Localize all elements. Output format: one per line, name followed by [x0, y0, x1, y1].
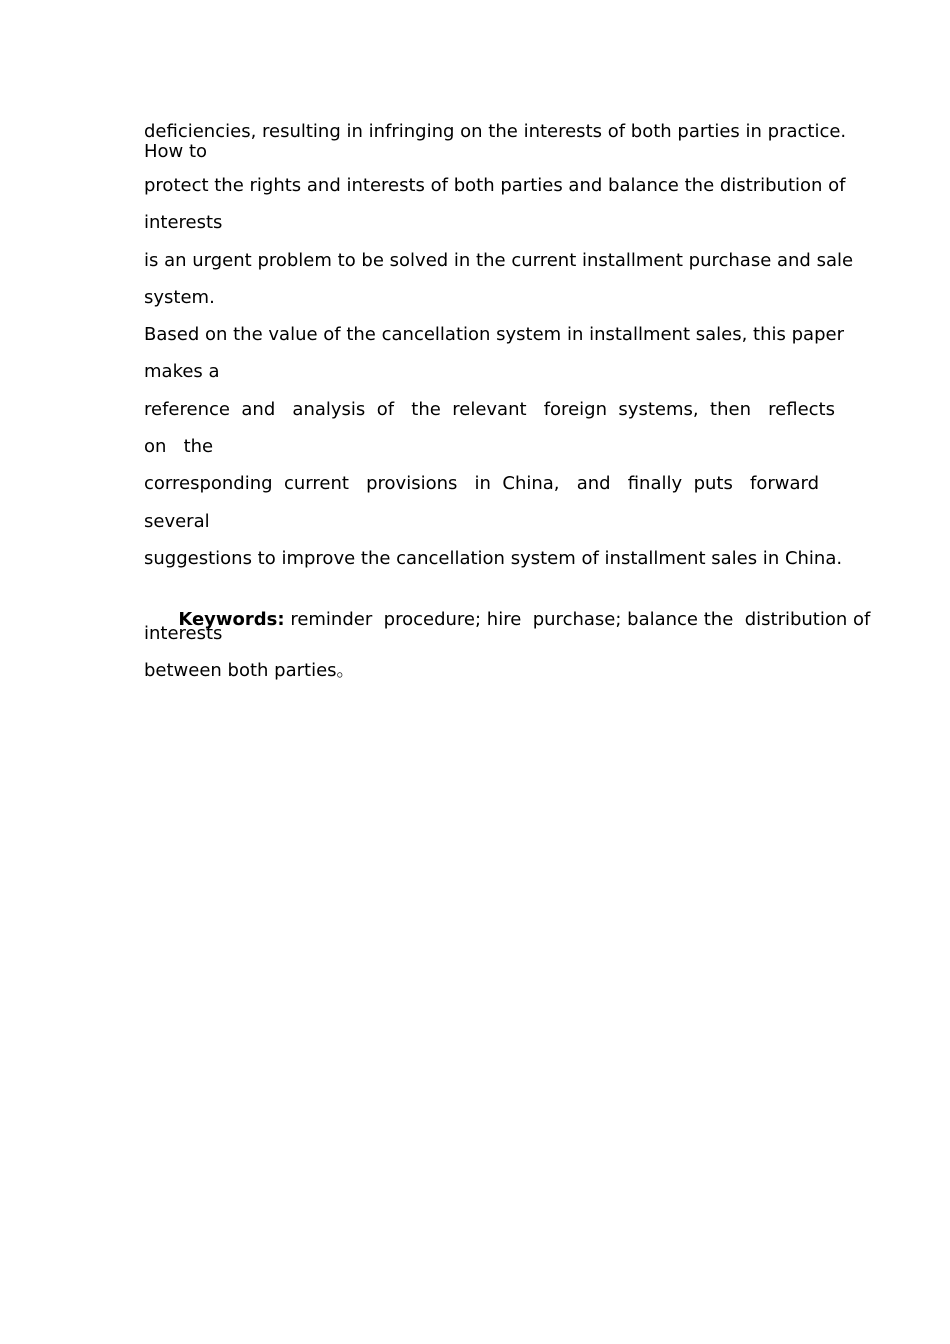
keywords-line — [144, 584, 871, 630]
keywords-cont-line-1: interests — [144, 623, 223, 644]
abstract-line-13: suggestions to improve the cancellation system of installment sales in China. — [144, 548, 843, 569]
abstract-line-5: is an urgent problem to be solved in the current installment purchase and sale — [144, 250, 854, 271]
abstract-line-11: corresponding current provisions in China, and finally puts forward — [144, 473, 820, 494]
keywords-label: Keywords: — [178, 609, 285, 630]
keywords-cont-line-2: between both parties。 — [144, 660, 355, 681]
keywords-text: reminder procedure; hire purchase; balance the distribution of — [284, 609, 871, 630]
abstract-line-12: several — [144, 511, 210, 532]
abstract-line-2: How to — [144, 141, 208, 162]
abstract-line-10: on the — [144, 436, 214, 457]
abstract-line-8: makes a — [144, 361, 220, 382]
abstract-line-4: interests — [144, 212, 223, 233]
abstract-line-6: system. — [144, 287, 215, 308]
abstract-line-3: protect the rights and interests of both parties and balance the distribution of — [144, 175, 846, 196]
abstract-line-7: Based on the value of the cancellation system in installment sales, this paper — [144, 324, 844, 345]
abstract-line-9: reference and analysis of the relevant foreign systems, then reflects — [144, 399, 835, 420]
abstract-line-1: deficiencies, resulting in infringing on the interests of both parties in practice. — [144, 121, 847, 142]
